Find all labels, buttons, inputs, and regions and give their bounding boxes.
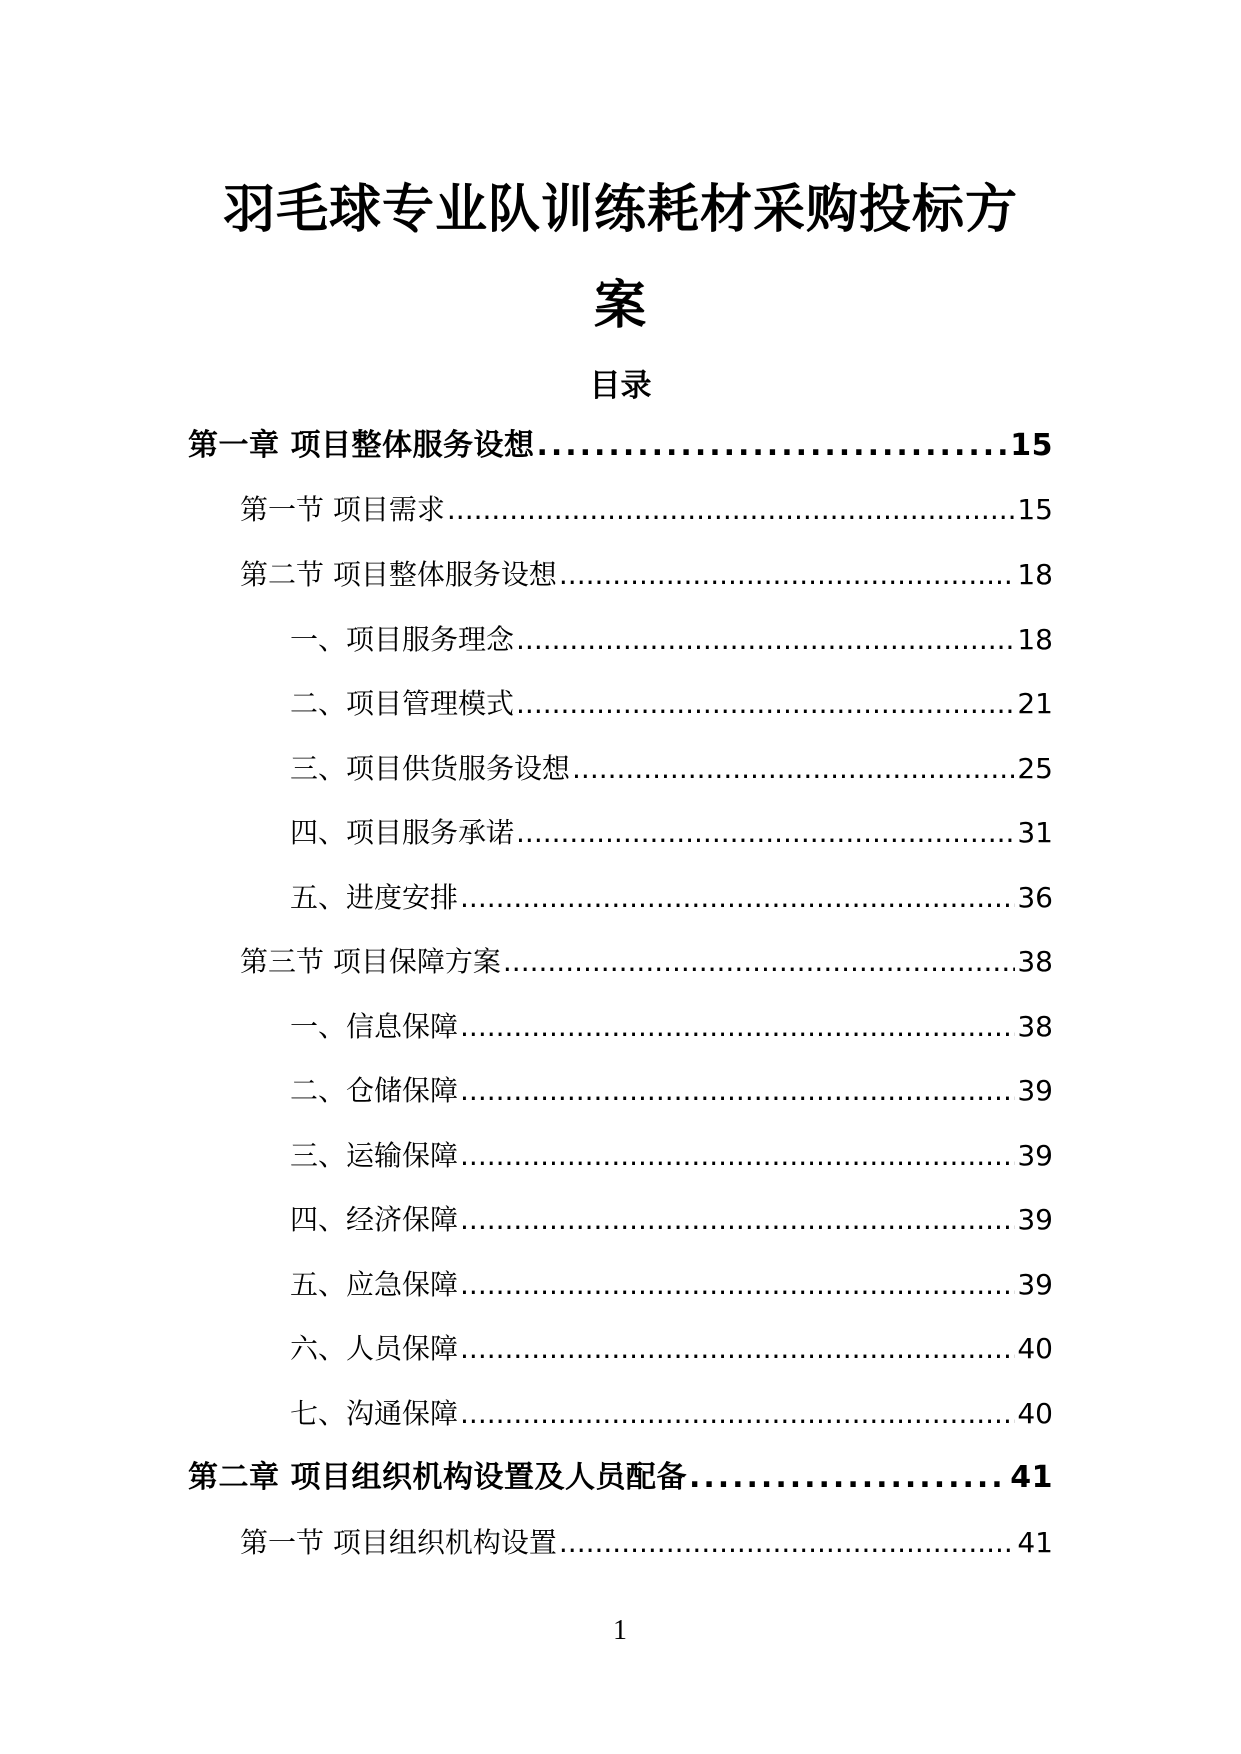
- toc-entry-label: 第一节 项目需求: [240, 493, 445, 526]
- toc-entry-item[interactable]: [290, 618, 1053, 662]
- toc-entry-label: 第三节 项目保障方案: [240, 945, 501, 978]
- toc-entry-label: 第一节 项目组织机构设置: [240, 1526, 557, 1559]
- toc-entry-item[interactable]: [290, 1134, 1053, 1178]
- toc-entry-item[interactable]: [290, 1263, 1053, 1307]
- toc-entry-section[interactable]: [240, 553, 1053, 597]
- toc-entry-label: 七、沟通保障: [290, 1397, 459, 1430]
- toc-entry-page: 21: [1017, 687, 1053, 720]
- toc-entry-label: 二、项目管理模式: [290, 687, 515, 720]
- toc-entry-page: 40: [1017, 1397, 1053, 1430]
- toc-entry-page: 18: [1017, 623, 1053, 656]
- toc-entry-label: 三、运输保障: [290, 1139, 459, 1172]
- toc-entry-item[interactable]: [290, 1198, 1053, 1242]
- toc-entry-item[interactable]: [290, 747, 1053, 791]
- toc-entry-label: 第二节 项目整体服务设想: [240, 558, 557, 591]
- toc-entry-item[interactable]: [290, 682, 1053, 726]
- document-title-line-2: 案: [593, 276, 647, 336]
- toc-dot-leader: [460, 1327, 1015, 1371]
- toc-dot-leader: [447, 488, 1015, 532]
- toc-dot-leader: [460, 1263, 1015, 1307]
- toc-entry-page: 38: [1017, 945, 1053, 978]
- toc-dot-leader: [460, 1392, 1015, 1436]
- toc-dot-leader: [559, 553, 1015, 597]
- toc-entry-page: 39: [1017, 1139, 1053, 1172]
- toc-entry-page: 38: [1017, 1010, 1053, 1043]
- toc-dot-leader: [503, 940, 1015, 984]
- toc-dot-leader: [536, 424, 1008, 468]
- toc-dot-leader: [460, 1069, 1015, 1113]
- toc-entry-page: 18: [1017, 558, 1053, 591]
- toc-heading: 目录: [589, 368, 652, 404]
- toc-entry-section[interactable]: [240, 488, 1053, 532]
- toc-entry-item[interactable]: [290, 1069, 1053, 1113]
- toc-entry-section[interactable]: [240, 940, 1053, 984]
- toc-entry-item[interactable]: [290, 876, 1053, 920]
- toc-entry-page: 15: [1017, 493, 1053, 526]
- toc-entry-chapter[interactable]: [188, 424, 1053, 468]
- toc-dot-leader: [460, 876, 1015, 920]
- toc-entry-label: 五、应急保障: [290, 1268, 459, 1301]
- toc-entry-item[interactable]: [290, 1392, 1053, 1436]
- toc-dot-leader: [516, 811, 1015, 855]
- toc-entry-item[interactable]: [290, 811, 1053, 855]
- toc-entry-page: 39: [1017, 1203, 1053, 1236]
- toc-entry-section[interactable]: [240, 1521, 1053, 1565]
- toc-dot-leader: [516, 618, 1015, 662]
- toc-dot-leader: [460, 1134, 1015, 1178]
- toc-entry-page: 31: [1017, 816, 1053, 849]
- toc-dot-leader: [559, 1521, 1015, 1565]
- toc-entry-page: 41: [1017, 1526, 1053, 1559]
- toc-dot-leader: [572, 747, 1015, 791]
- toc-entry-page: 15: [1010, 428, 1053, 463]
- toc-dot-leader: [460, 1005, 1015, 1049]
- toc-entry-page: 39: [1017, 1074, 1053, 1107]
- toc-entry-label: 四、经济保障: [290, 1203, 459, 1236]
- toc-entry-label: 一、项目服务理念: [290, 623, 515, 656]
- toc-entry-label: 四、项目服务承诺: [290, 816, 515, 849]
- toc-entry-chapter[interactable]: [188, 1456, 1053, 1500]
- toc-entry-label: 三、项目供货服务设想: [290, 752, 571, 785]
- toc-entry-page: 39: [1017, 1268, 1053, 1301]
- toc-entry-page: 36: [1017, 881, 1053, 914]
- toc-entry-item[interactable]: [290, 1005, 1053, 1049]
- toc-dot-leader: [460, 1198, 1015, 1242]
- toc-dot-leader: [516, 682, 1015, 726]
- document-title-line-1: 羽毛球专业队训练耗材采购投标方: [222, 180, 1018, 240]
- toc-entry-label: 六、人员保障: [290, 1332, 459, 1365]
- toc-entry-label: 第二章 项目组织机构设置及人员配备: [188, 1460, 687, 1495]
- toc-entry-page: 41: [1010, 1460, 1053, 1495]
- page-number: 1: [613, 1615, 627, 1646]
- toc-entry-label: 五、进度安排: [290, 881, 459, 914]
- toc-entry-page: 40: [1017, 1332, 1053, 1365]
- toc-entry-page: 25: [1017, 752, 1053, 785]
- toc-entry-label: 第一章 项目整体服务设想: [188, 428, 535, 463]
- toc-entry-label: 二、仓储保障: [290, 1074, 459, 1107]
- toc-dot-leader: [689, 1456, 1008, 1500]
- toc-entry-item[interactable]: [290, 1327, 1053, 1371]
- toc-entry-label: 一、信息保障: [290, 1010, 459, 1043]
